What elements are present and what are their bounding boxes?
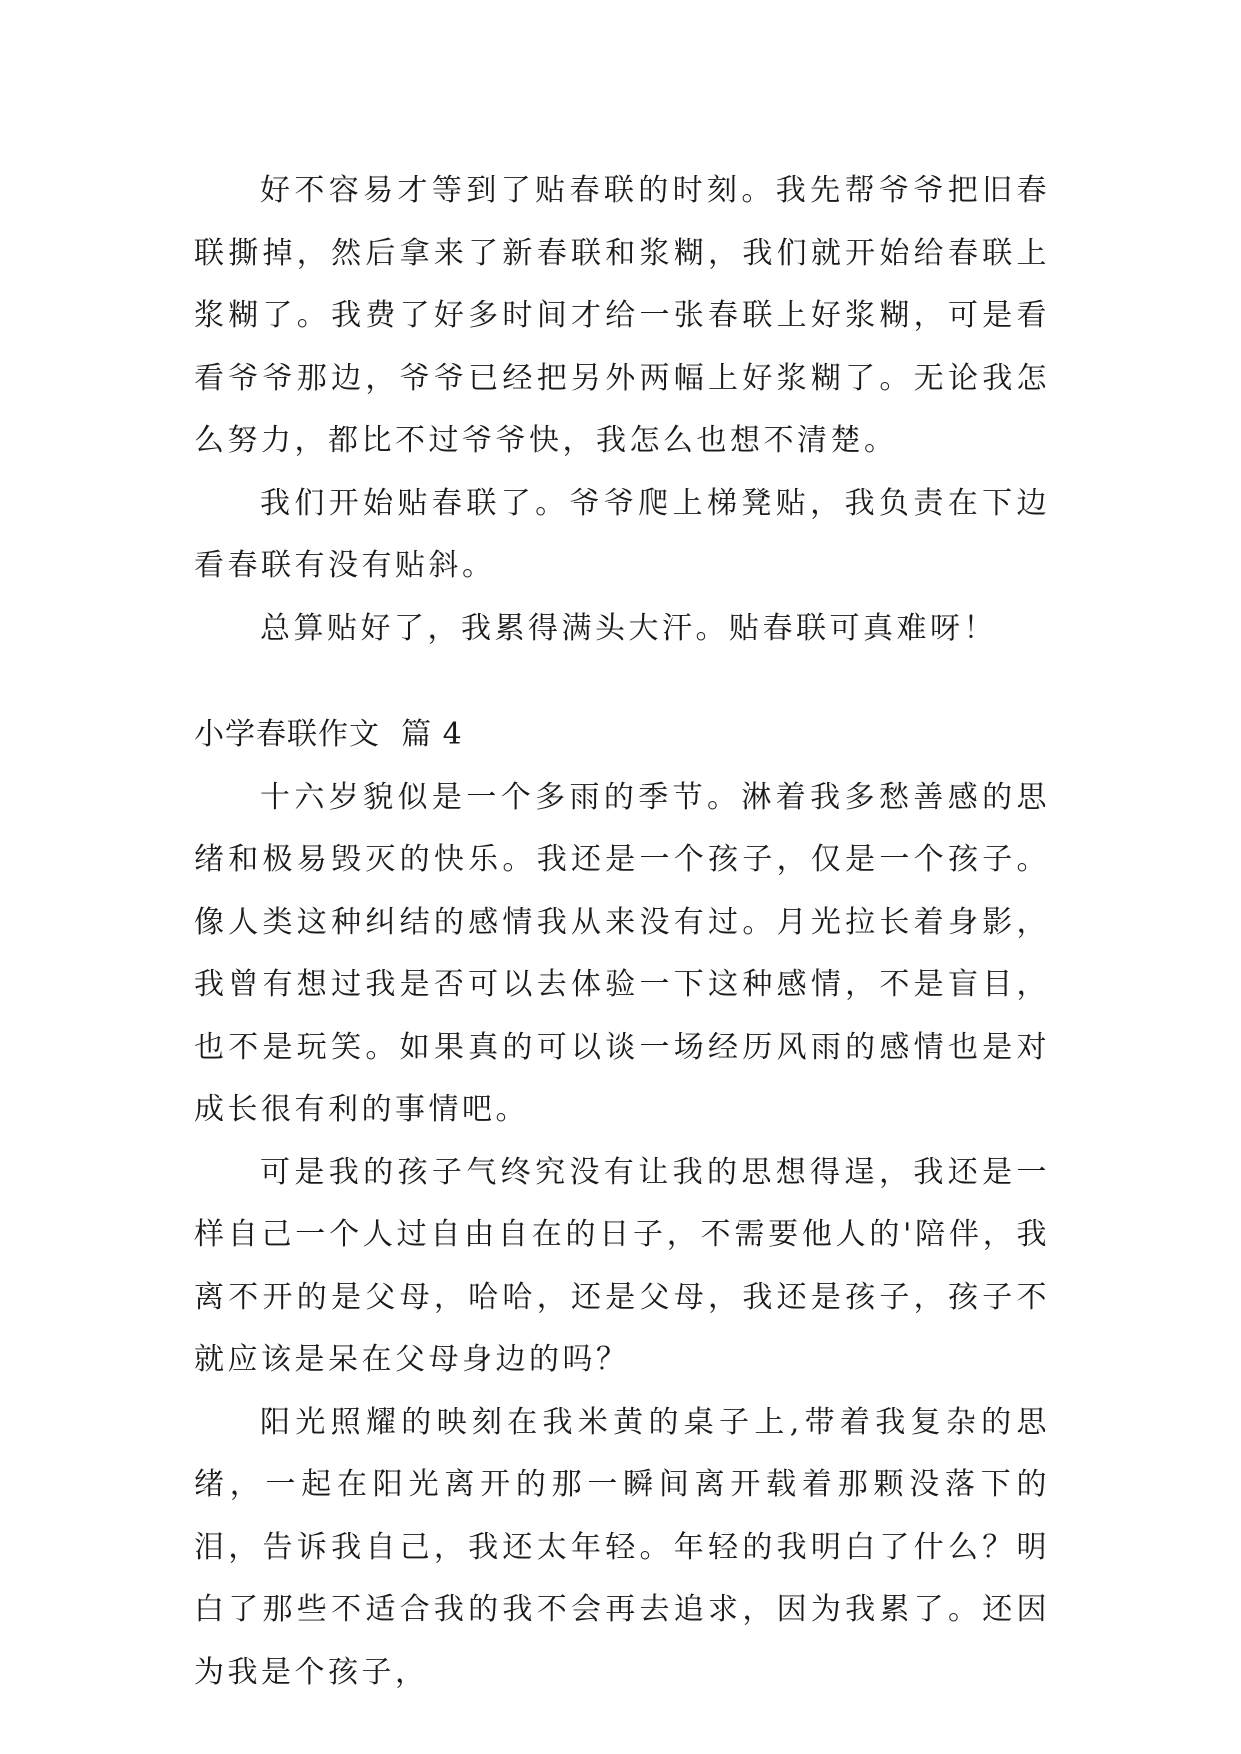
paragraph: 好不容易才等到了贴春联的时刻。我先帮爷爷把旧春联撕掉，然后拿来了新春联和浆糊，我们就开始给春联上浆糊了。我费了好多时间才给一张春联上好浆糊，可是看看爷爷那边，爷爷已经把另外两幅上好浆糊了。无论我怎么努力，都比不过爷爷快，我怎么也想不清楚。 (194, 173, 1050, 458)
paragraph: 阳光照耀的映刻在我米黄的桌子上,带着我复杂的思绪，一起在阳光离开的那一瞬间离开载着那颗没落下的泪，告诉我自己，我还太年轻。年轻的我明白了什么？明白了那些不适合我的我不会再去追求，因为我累了。还因为我是个孩子， (194, 1404, 1050, 1690)
paragraph: 总算贴好了，我累得满头大汗。贴春联可真难呀！ (260, 610, 997, 646)
paragraph: 可是我的孩子气终究没有让我的思想得逞，我还是一样自己一个人过自由自在的日子，不需要他人的'陪伴，我离不开的是父母，哈哈，还是父母，我还是孩子，孩子不就应该是呆在父母身边的吗？ (194, 1154, 1050, 1377)
paragraph: 我们开始贴春联了。爷爷爬上梯凳贴，我负责在下边看春联有没有贴斜。 (194, 485, 1050, 583)
section-title: 小学春联作文 篇 4 (194, 717, 463, 752)
paragraph: 十六岁貌似是一个多雨的季节。淋着我多愁善感的思绪和极易毁灭的快乐。我还是一个孩子，仅是一个孩子。像人类这种纠结的感情我从来没有过。月光拉长着身影，我曾有想过我是否可以去体验一下这种感情，不是盲目，也不是玩笑。如果真的可以谈一场经历风雨的感情也是对成长很有利的事情吧。 (194, 779, 1050, 1127)
document-body (194, 160, 1050, 1704)
